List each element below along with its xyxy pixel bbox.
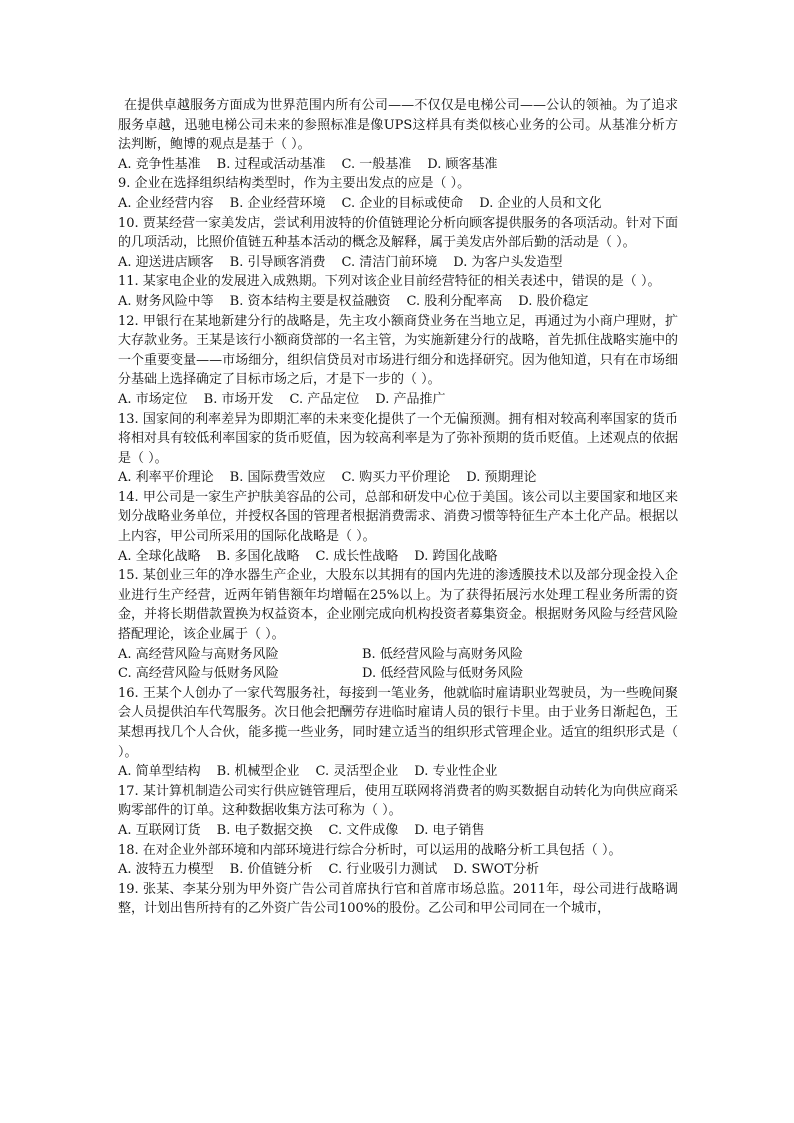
q9-option-b: B. 企业经营环境 [229, 195, 326, 211]
q8-option-b: B. 过程或活动基准 [216, 156, 326, 172]
q15-stem: 15. 某创业三年的净水器生产企业，大股东以其拥有的国内先进的渗透膜技术以及部分现金投入企业进行生产经营，近两年销售额年均增幅在25%以上。为了获得拓展污水处理工程业务所需的资金，并将长期借款置换为权益资本，企业刚完成向机构投资者募集资金。根据财务风险与经营风险搭配理论，该企业属于（ ）。 [118, 568, 678, 643]
q13-option-d: D. 预期理论 [466, 470, 537, 486]
q17-option-a: A. 互联网订货 [118, 822, 201, 838]
q13-option-a: A. 利率平价理论 [118, 470, 214, 486]
q11-option-b: B. 资本结构主要是权益融资 [229, 293, 391, 309]
q9-option-a: A. 企业经营内容 [118, 195, 214, 211]
q16-option-d: D. 专业性企业 [414, 764, 498, 780]
q8-option-c: C. 一般基准 [341, 156, 412, 172]
q18-options [118, 860, 678, 880]
q16-option-a: A. 简单型结构 [118, 764, 201, 780]
q12-option-a: A. 市场定位 [118, 391, 188, 407]
q17-stem: 17. 某计算机制造公司实行供应链管理后，使用互联网将消费者的购买数据自动转化为向供应商采购零部件的订单。这种数据收集方法可称为（ ）。 [118, 783, 678, 819]
q8-options [118, 155, 678, 175]
q14-option-a: A. 全球化战略 [118, 548, 201, 564]
q18-option-a: A. 波特五力模型 [118, 862, 214, 878]
q17-option-c: C. 文件成像 [328, 822, 399, 838]
q17-options [118, 821, 678, 841]
q8-stem: 在提供卓越服务方面成为世界范围内所有公司——不仅仅是电梯公司——公认的领袖。为了追求服务卓越，迅驰电梯公司未来的参照标准是像UPS这样具有类似核心业务的公司。从基准分析方法判断，鲍博的观点是基于（ ）。 [118, 98, 678, 153]
q12-stem: 12. 甲银行在某地新建分行的战略是，先主攻小额商贷业务在当地立足，再通过为小商户理财，扩大存款业务。王某是该行小额商贷部的一名主管，为实施新建分行的战略，首先抓住战略实施中的一个重要变量——市场细分，组织信贷员对市场进行细分和选择研究。因为他知道，只有在市场细分基础上选择确定了目标市场之后，才是下一步的（ ）。 [118, 313, 678, 388]
q10-stem: 10. 贾某经营一家美发店，尝试利用波特的价值链理论分析向顾客提供服务的各项活动。针对下面的几项活动，比照价值链五种基本活动的概念及解释，属于美发店外部后勤的活动是（ ）。 [118, 215, 678, 251]
q17-option-d: D. 电子销售 [414, 822, 485, 838]
q18-option-c: C. 行业吸引力测试 [328, 862, 438, 878]
q14-option-d: D. 跨国化战略 [414, 548, 498, 564]
document-page [118, 96, 678, 919]
q11-options [118, 292, 678, 312]
q9-stem: 9. 企业在选择组织结构类型时，作为主要出发点的应是（ ）。 [118, 176, 471, 192]
q15-options [118, 645, 678, 684]
q13-option-b: B. 国际费雪效应 [229, 470, 326, 486]
q8-option-d: D. 顾客基准 [427, 156, 498, 172]
q10-option-a: A. 迎送进店顾客 [118, 254, 214, 270]
q18-option-d: D. SWOT分析 [453, 862, 540, 878]
q9-option-d: D. 企业的人员和文化 [479, 195, 602, 211]
q10-option-b: B. 引导顾客消费 [229, 254, 326, 270]
q13-option-c: C. 购买力平价理论 [341, 470, 451, 486]
q15-option-c: C. 高经营风险与低财务风险 [118, 666, 279, 682]
q16-option-b: B. 机械型企业 [216, 764, 300, 780]
q14-option-b: B. 多国化战略 [216, 548, 300, 564]
q17-option-b: B. 电子数据交换 [216, 822, 313, 838]
q15-option-a: A. 高经营风险与高财务风险 [118, 646, 279, 662]
q10-option-d: D. 为客户头发造型 [453, 254, 563, 270]
q11-option-d: D. 股价稳定 [518, 293, 589, 309]
q11-option-a: A. 财务风险中等 [118, 293, 214, 309]
q14-option-c: C. 成长性战略 [315, 548, 399, 564]
q12-option-b: B. 市场开发 [203, 391, 274, 407]
q10-options [118, 253, 678, 273]
q16-options [118, 762, 678, 782]
q10-option-c: C. 清洁门前环境 [341, 254, 438, 270]
q9-option-c: C. 企业的目标或使命 [341, 195, 464, 211]
q18-option-b: B. 价值链分析 [229, 862, 313, 878]
q16-stem: 16. 王某个人创办了一家代驾服务社，每接到一笔业务，他就临时雇请职业驾驶员，为一些晚间聚会人员提供泊车代驾服务。次日他会把酬劳存进临时雇请人员的银行卡里。由于业务日渐起色，王某想再找几个人合伙，能多揽一些业务，同时建立适当的组织形式管理企业。适宜的组织形式是（ ）。 [118, 685, 678, 760]
q18-stem: 18. 在对企业外部环境和内部环境进行综合分析时，可以运用的战略分析工具包括（ ）。 [118, 842, 622, 858]
q16-option-c: C. 灵活型企业 [315, 764, 399, 780]
q14-stem: 14. 甲公司是一家生产护肤美容品的公司，总部和研发中心位于美国。该公司以主要国家和地区来划分战略业务单位，并授权各国的管理者根据消费需求、消费习惯等特征生产本土化产品。根据以上内容，甲公司所采用的国际化战略是（ ）。 [118, 489, 678, 545]
q11-stem: 11. 某家电企业的发展进入成熟期。下列对该企业目前经营特征的相关表述中，错误的是（ ）。 [118, 274, 661, 290]
q12-option-c: C. 产品定位 [289, 391, 360, 407]
q8-option-a: A. 竞争性基准 [118, 156, 201, 172]
q15-option-d: D. 低经营风险与低财务风险 [362, 666, 524, 682]
q13-options [118, 468, 678, 488]
q14-options [118, 547, 678, 567]
q12-options [118, 390, 678, 410]
q12-option-d: D. 产品推广 [375, 391, 446, 407]
q11-option-c: C. 股利分配率高 [406, 293, 503, 309]
q13-stem: 13. 国家间的利率差异为即期汇率的未来变化提供了一个无偏预测。拥有相对较高利率国家的货币将相对具有较低利率国家的货币贬值，因为较高利率是为了弥补预期的货币贬值。上述观点的依据是（ ）。 [118, 411, 678, 466]
q19-stem: 19. 张某、李某分别为甲外资广告公司首席执行官和首席市场总监。2011年，母公司进行战略调整，计划出售所持有的乙外资广告公司100%的股份。乙公司和甲公司同在一个城市， [118, 881, 678, 917]
q15-option-b: B. 低经营风险与高财务风险 [362, 646, 523, 662]
q9-options [118, 194, 678, 214]
